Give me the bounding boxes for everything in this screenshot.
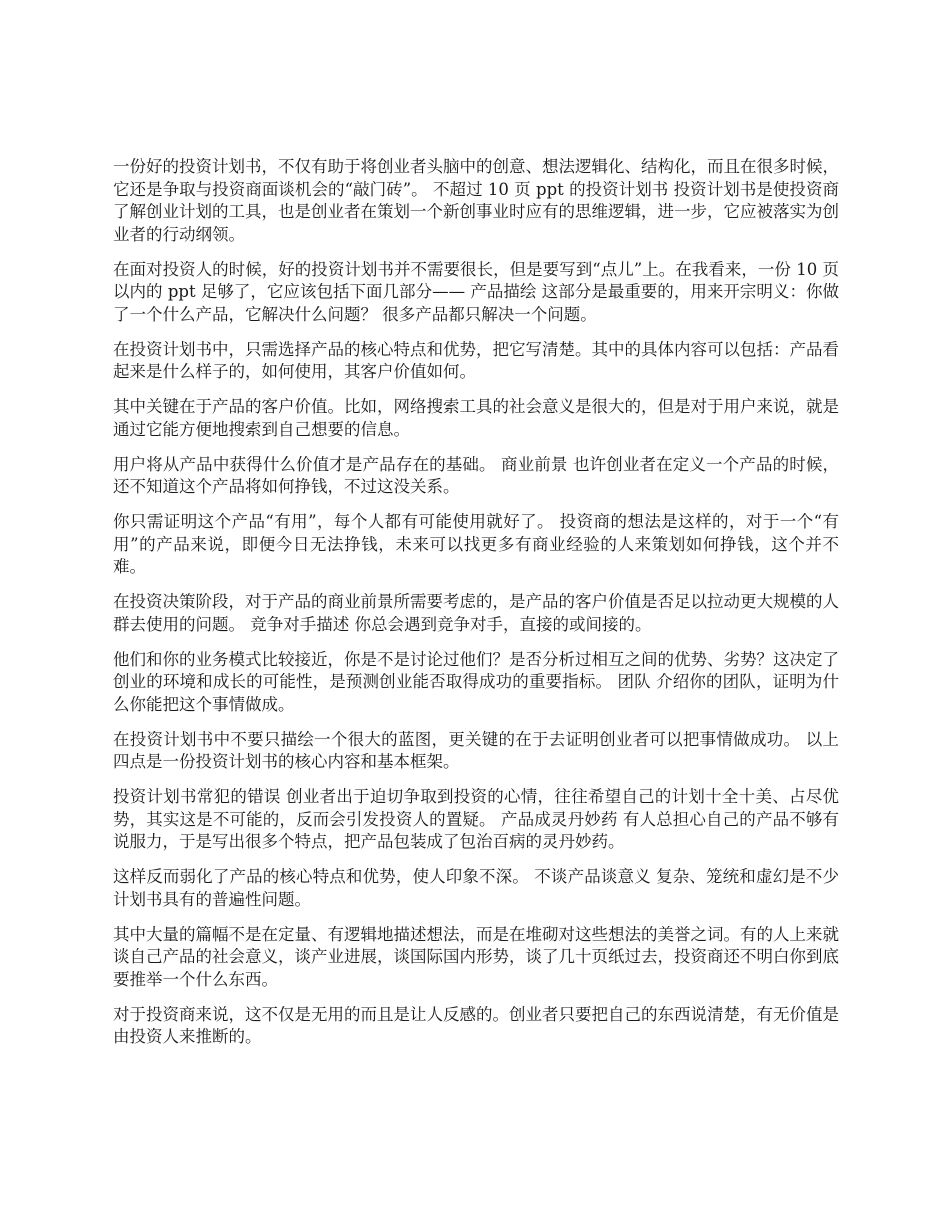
paragraph: 在投资决策阶段，对于产品的商业前景所需要考虑的，是产品的客户价值是否足以拉动更大规模的人群去使用的问题。 竞争对手描述 你总会遇到竞争对手，直接的或间接的。 xyxy=(113,592,839,634)
paragraph: 用户将从产品中获得什么价值才是产品存在的基础。 商业前景 也许创业者在定义一个产品的时候，还不知道这个产品将如何挣钱，不过这没关系。 xyxy=(113,454,839,496)
paragraph: 这样反而弱化了产品的核心特点和优势，使人印象不深。 不谈产品谈意义 复杂、笼统和虚幻是不少计划书具有的普遍性问题。 xyxy=(113,867,839,909)
paragraph: 一份好的投资计划书，不仅有助于将创业者头脑中的创意、想法逻辑化、结构化，而且在很多时候，它还是争取与投资商面谈机会的“敲门砖”。 不超过 10 页 ppt 的投资计划书 投资计划书是使投资商了解创业计划的工具，也是创业者在策划一个新创事业时应有的思维逻辑，进一步，它应被落实为创业者的行动纲领。 xyxy=(113,157,839,244)
paragraph: 你只需证明这个产品“有用”，每个人都有可能使用就好了。 投资商的想法是这样的，对于一个“有用”的产品来说，即便今日无法挣钱，未来可以找更多有商业经验的人来策划如何挣钱，这个并不难。 xyxy=(113,512,839,576)
paragraph: 在投资计划书中不要只描绘一个很大的蓝图，更关键的在于去证明创业者可以把事情做成功。 以上四点是一份投资计划书的核心内容和基本框架。 xyxy=(113,729,839,771)
paragraph: 其中大量的篇幅不是在定量、有逻辑地描述想法，而是在堆砌对这些想法的美誉之词。有的人上来就谈自己产品的社会意义，谈产业进展，谈国际国内形势，谈了几十页纸过去，投资商还不明白你到底要推举一个什么东西。 xyxy=(113,924,839,989)
paragraph: 投资计划书常犯的错误 创业者出于迫切争取到投资的心情，往往希望自己的计划十全十美、占尽优势，其实这是不可能的，反而会引发投资人的置疑。 产品成灵丹妙药 有人总担心自己的产品不够有说服力，于是写出很多个特点，把产品包装成了包治百病的灵丹妙药。 xyxy=(113,787,839,851)
paragraph: 他们和你的业务模式比较接近，你是不是讨论过他们？是否分析过相互之间的优势、劣势？这决定了创业的环境和成长的可能性，是预测创业能否取得成功的重要指标。 团队 介绍你的团队，证明为什么你能把这个事情做成。 xyxy=(113,649,839,714)
paragraph: 其中关键在于产品的客户价值。比如，网络搜索工具的社会意义是很大的，但是对于用户来说，就是通过它能方便地搜索到自己想要的信息。 xyxy=(113,397,839,439)
paragraph: 对于投资商来说，这不仅是无用的而且是让人反感的。创业者只要把自己的东西说清楚，有无价值是由投资人来推断的。 xyxy=(113,1004,839,1046)
paragraph: 在面对投资人的时候，好的投资计划书并不需要很长，但是要写到“点儿”上。在我看来，一份 10 页以内的 ppt 足够了，它应该包括下面几部分—— 产品描绘 这部分是最重要的，用来开宗明义：你做了一个什么产品，它解决什么问题？ 很多产品都只解决一个问题。 xyxy=(113,259,839,324)
document-page xyxy=(113,156,839,1061)
paragraph: 在投资计划书中，只需选择产品的核心特点和优势，把它写清楚。其中的具体内容可以包括：产品看起来是什么样子的，如何使用，其客户价值如何。 xyxy=(113,339,839,381)
